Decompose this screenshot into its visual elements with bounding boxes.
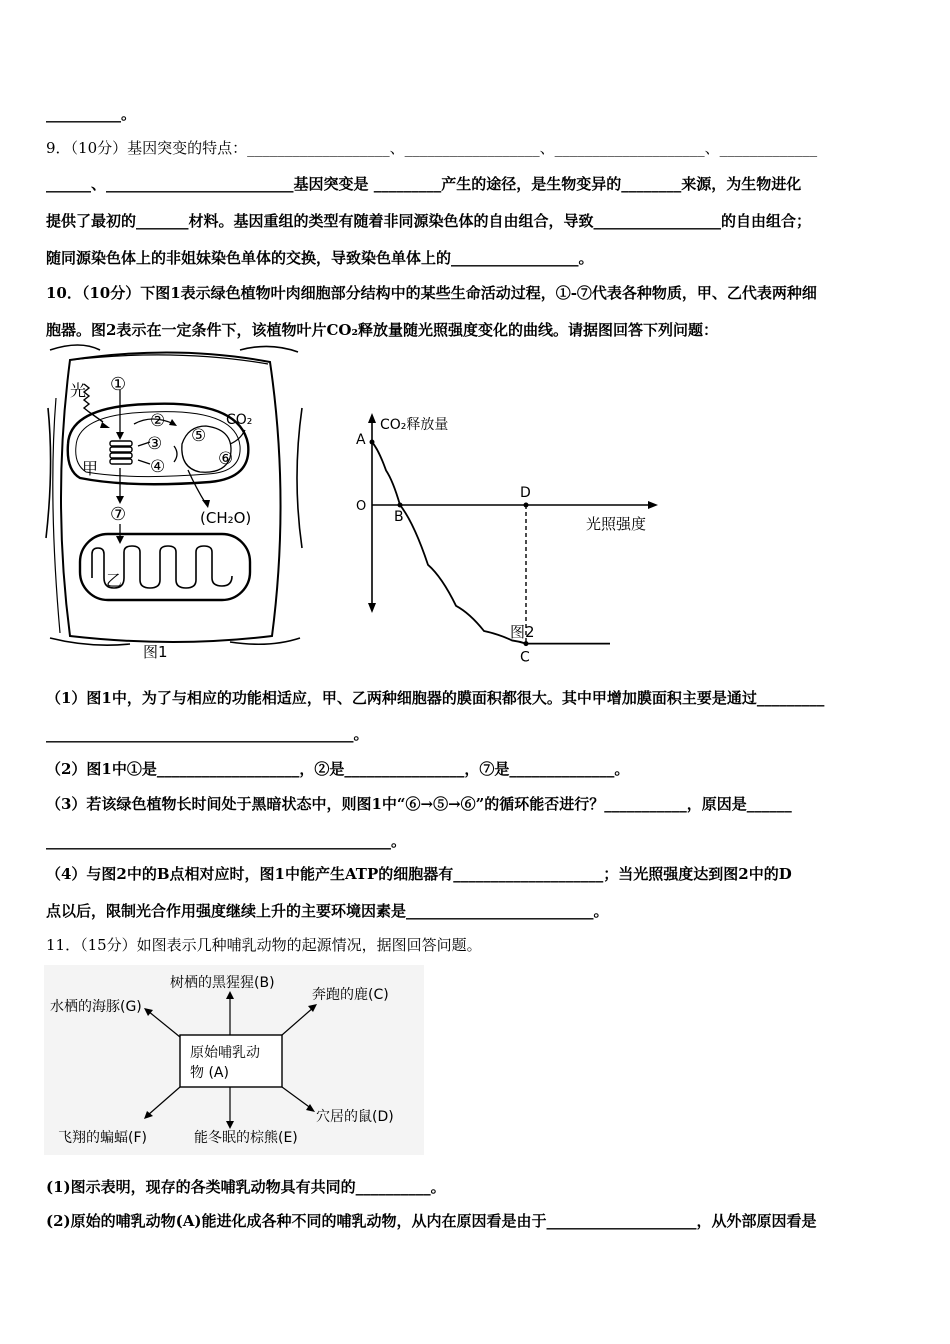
label-chimpanzee-b: 树栖的黑猩猩(B) [170, 975, 275, 991]
point-label-b: B [394, 509, 404, 525]
q9-line1: 9．（10分）基因突变的特点：___________________、__________________、____________________、_____________ [46, 139, 818, 157]
q10-line1: 10．（10分）下图1表示绿色植物叶肉细胞部分结构中的某些生命活动过程，①-⑦代表各种物质，甲、乙代表两种细 [46, 284, 817, 302]
figure-1-caption: 图1 [143, 643, 168, 661]
point-label-d: D [520, 485, 531, 501]
point-a [370, 440, 375, 445]
arrowhead-1 [116, 432, 124, 440]
y-axis-label: CO₂释放量 [380, 417, 449, 433]
point-d [524, 503, 529, 508]
label-1: ① [110, 374, 127, 395]
label-6: ⑥ [218, 449, 234, 469]
q11-line1: 11．（15分）如图表示几种哺乳动物的起源情况，据图回答问题。 [46, 936, 482, 954]
label-2: ② [150, 411, 166, 431]
point-label-c: C [520, 649, 530, 666]
label-bear-e: 能冬眠的棕熊(E) [194, 1130, 298, 1146]
q9-line4: 随同源染色体上的非姐妹染色单体的交换，导致染色单体上的_________________。 [46, 249, 594, 267]
q10-sub3-line1: （3）若该绿色植物长时间处于黑暗状态中，则图1中“⑥→⑤→⑥”的循环能否进行？___________，原因是______ [46, 795, 792, 813]
q11-sub2: (2)原始的哺乳动物(A)能进化成各种不同的哺乳动物，从内在原因看是由于____________________，从外部原因看是 [46, 1212, 817, 1230]
point-label-a: A [356, 432, 366, 448]
figure-2-chart [340, 405, 670, 666]
q10-sub3-line2: ______________________________________________。 [46, 832, 407, 850]
x-axis-label: 光照强度 [586, 515, 647, 533]
label-co2: CO₂ [226, 412, 253, 428]
figure-mammal-origin [44, 965, 424, 1155]
point-c [524, 641, 529, 646]
q10-sub4-line2: 点以后，限制光合作用强度继续上升的主要环境因素是_________________________。 [46, 902, 609, 920]
q9-line2: ______、_________________________基因突变是 _________产生的途径，是生物变异的________来源，为生物进化 [46, 175, 802, 193]
q10-sub1-line1: （1）图1中，为了与相应的功能相适应，甲、乙两种细胞器的膜面积都很大。其中甲增加膜面积主要是通过_________ [46, 689, 825, 707]
label-deer-c: 奔跑的鹿(C) [312, 987, 389, 1003]
y-axis-arrow-up [368, 413, 376, 423]
q10-line2: 胞器。图2表示在一定条件下，该植物叶片CO₂释放量随光照强度变化的曲线。请据图回答下列问题： [46, 321, 719, 339]
q9-line3: 提供了最初的_______材料。基因重组的类型有随着非同源染色体的自由组合，导致_________________的自由组合； [46, 212, 812, 230]
origin-label: O [356, 499, 367, 514]
y-axis-arrow-down [368, 603, 376, 613]
label-4: ④ [150, 457, 166, 477]
arrowhead-yi [116, 536, 124, 544]
figure-2-caption: 图2 [510, 623, 535, 641]
cell-wall [61, 352, 281, 642]
q8-tail-blank: __________。 [46, 105, 137, 123]
label-5: ⑤ [191, 426, 207, 446]
co2-release-curve [372, 442, 610, 644]
label-yi: 乙 [106, 571, 123, 590]
mitochondrion-yi [80, 534, 250, 600]
label-dolphin-g: 水栖的海豚(G) [50, 999, 142, 1015]
center-label-line2: 物 (A) [190, 1065, 229, 1081]
light-arrowhead [100, 422, 110, 428]
point-b [398, 503, 403, 508]
label-ch2o: (CH₂O) [200, 509, 252, 527]
label-7: ⑦ [110, 504, 127, 525]
x-axis-arrow [648, 501, 658, 509]
label-3: ③ [147, 434, 163, 454]
label-mouse-d: 穴居的鼠(D) [316, 1109, 394, 1125]
figure-1-cell-diagram [40, 348, 310, 666]
grana-stack [110, 441, 132, 464]
label-bat-f: 飞翔的蝙蝠(F) [58, 1130, 147, 1146]
arrowhead-7 [116, 496, 124, 504]
label-jia: 甲 [82, 459, 99, 478]
q11-sub1: (1)图示表明，现存的各类哺乳动物具有共同的__________。 [46, 1178, 446, 1196]
q10-sub4-line1: （4）与图2中的B点相对应时，图1中能产生ATP的细胞器有____________________；当光照强度达到图2中的D [46, 865, 792, 883]
arrowhead-ch2o [202, 500, 210, 508]
center-label-line1: 原始哺乳动 [190, 1045, 260, 1061]
q10-sub1-line2: _________________________________________。 [46, 725, 369, 743]
arrow-3-4-loop [174, 446, 177, 462]
label-light: 光 [70, 381, 87, 400]
q10-sub2: （2）图1中①是___________________，②是________________，⑦是______________。 [46, 760, 630, 778]
